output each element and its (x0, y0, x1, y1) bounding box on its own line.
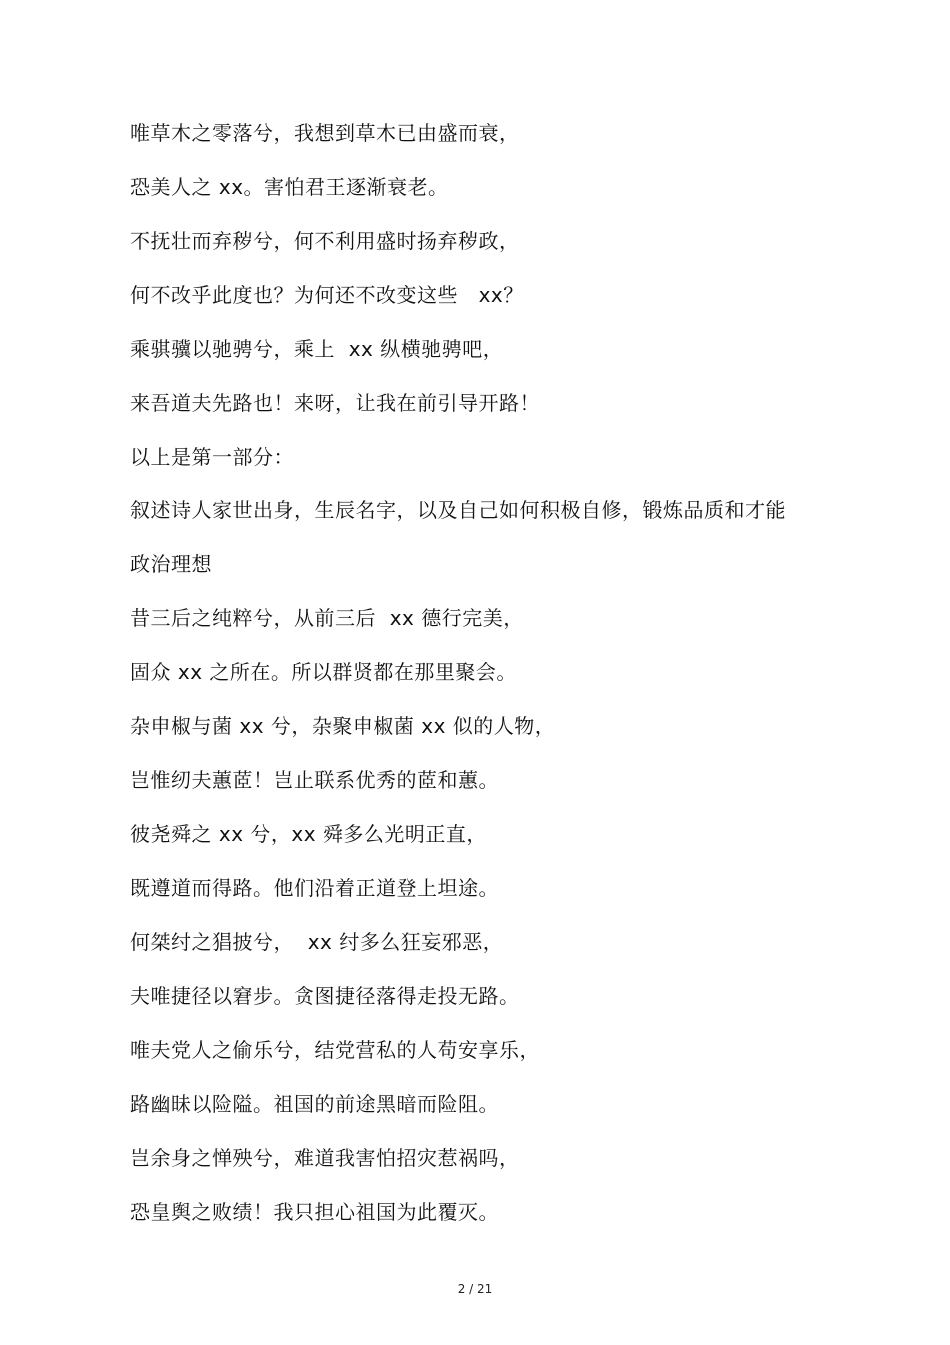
text-line: 叙述诗人家世出身，生辰名字，以及自己如何积极自修，锻炼品质和才能 (130, 498, 786, 522)
text-line: 杂申椒与菌 xx 兮，杂聚申椒菌 xx 似的人物， (130, 714, 556, 738)
text-line: 唯草木之零落兮，我想到草木已由盛而衰， (130, 121, 520, 145)
text-line: 何桀纣之猖披兮， xx 纣多么狂妄邪恶， (130, 930, 504, 954)
text-line: 岂惟纫夫蕙茝！岂止联系优秀的茝和蕙。 (130, 768, 499, 792)
text-line: 岂余身之惮殃兮，难道我害怕招灾惹祸吗， (130, 1146, 520, 1170)
text-line: 乘骐骥以驰骋兮，乘上 xx 纵横驰骋吧， (130, 337, 504, 361)
text-line: 恐美人之 xx。害怕君王逐渐衰老。 (130, 175, 449, 199)
text-line: 恐皇舆之败绩！我只担心祖国为此覆灭。 (130, 1200, 499, 1224)
page-number: 2 / 21 (457, 1282, 493, 1296)
text-line: 来吾道夫先路也！来呀，让我在前引导开路！ (130, 391, 540, 415)
text-line: 政治理想 (130, 552, 212, 576)
text-line: 不抚壮而弃秽兮，何不利用盛时扬弃秽政， (130, 229, 520, 253)
text-line: 以上是第一部分： (130, 445, 294, 469)
text-line: 既遵道而得路。他们沿着正道登上坦途。 (130, 876, 499, 900)
text-line: 昔三后之纯粹兮，从前三后 xx 德行完美， (130, 606, 524, 630)
text-line: 唯夫党人之偷乐兮，结党营私的人苟安享乐， (130, 1038, 540, 1062)
text-line: 路幽昧以险隘。祖国的前途黑暗而险阻。 (130, 1092, 499, 1116)
text-line: 何不改乎此度也？为何还不改变这些 xx？ (130, 283, 524, 307)
text-line: 夫唯捷径以窘步。贪图捷径落得走投无路。 (130, 984, 520, 1008)
text-line: 固众 xx 之所在。所以群贤都在那里聚会。 (130, 660, 517, 684)
text-line: 彼尧舜之 xx 兮，xx 舜多么光明正直， (130, 822, 487, 846)
